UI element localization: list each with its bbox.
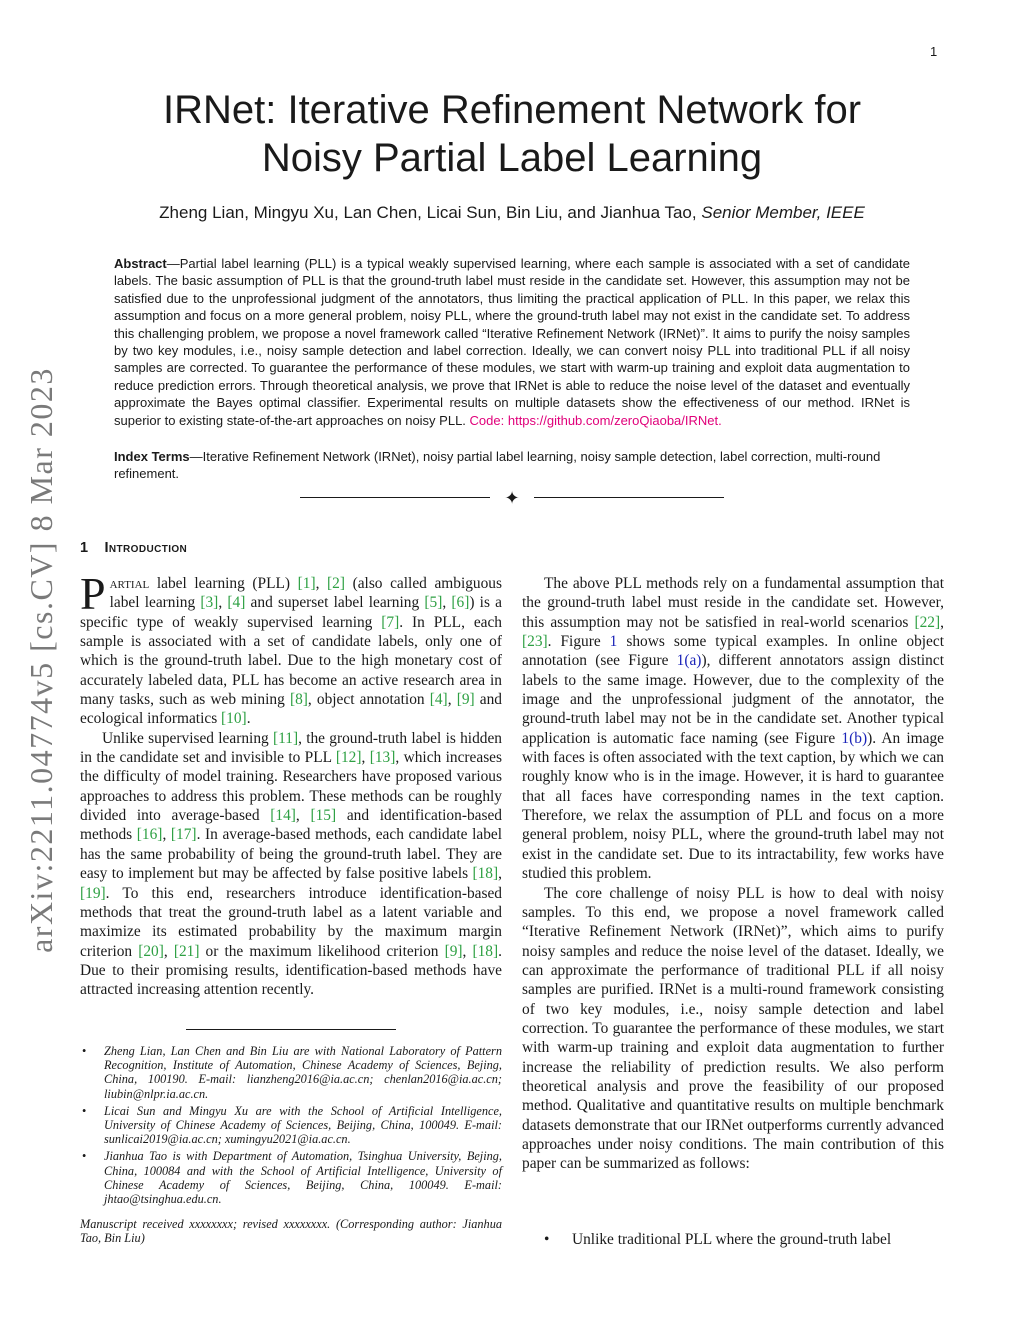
footnote-text: Jianhua Tao is with Department of Automation, Tsinghua University, Bejing, China, 100084 and with the School of Artificial Intelligence, University of Chinese Academy of Sciences, Beijing, China, 100049. E-mail: jhtao@tsinghua.edu.cn. <box>104 1149 502 1207</box>
footnote-rule <box>186 1029 396 1030</box>
figure-link[interactable]: 1(b) <box>841 729 868 747</box>
citation-link[interactable]: [22] <box>914 613 941 631</box>
citation-link[interactable]: [4] <box>429 691 448 709</box>
footnote-item <box>80 1104 502 1147</box>
text-run: The above PLL methods rely on a fundamental assumption that the ground-truth label must reside in the candidate set. However, this assumption may not be satisfied in real-world scenarios <box>522 575 944 631</box>
citation-link[interactable]: [21] <box>173 942 200 960</box>
citation-link[interactable]: [8] <box>289 691 308 709</box>
text-run: and ecological informatics <box>80 691 502 728</box>
index-terms-text: —Iterative Refinement Network (IRNet), noisy partial label learning, noisy sample detection, label correction, multi-round refinement. <box>114 449 881 482</box>
manuscript-note: Manuscript received xxxxxxxx; revised xxxxxxxx. (Corresponding author: Jianhua Tao, Bin Liu) <box>80 1217 502 1246</box>
divider-star-icon: ✦ <box>504 488 520 508</box>
figure-link[interactable]: 1(a) <box>676 652 702 670</box>
right-paragraph-1 <box>522 574 944 884</box>
right-paragraph-2: The core challenge of noisy PLL is how to deal with noisy samples. To this end, we propose a novel framework called “Iterative Refinement Network (IRNet)”, which aims to purify noisy samples and reduce the noise level of the dataset. Ideally, we can approximate the performance of traditional PLL if all noisy samples are purified. IRNet is a multi-round framework consisting of two key modules, i.e., noisy sample detection and label correction. To guarantee the performance of these modules, we start with warm-up training and exploit data augmentation to further increase the reliability of prediction results. We also perform theoretical analysis and prove the feasibility of our proposed method. Qualitative and quantitative results on multiple benchmark datasets demonstrate that our IRNet outperforms currently advanced approaches under noisy conditions. The main contribution of this paper can be summarized as follows: <box>522 884 944 1173</box>
text-run: , object annotation <box>307 691 430 709</box>
bullet-icon: • <box>82 1149 87 1164</box>
text-run: , the ground-truth label is hidden in the candidate set and invisible to PLL <box>80 729 503 767</box>
text-run: , <box>447 691 457 709</box>
left-column <box>80 568 503 1000</box>
citation-link[interactable]: [18] <box>472 942 499 960</box>
citation-link[interactable]: [19] <box>80 884 106 902</box>
text-run: , <box>162 826 171 844</box>
text-run: . In average-based methods, each candidate label has the same probability of being the ground-truth label. They are easy to implement but may be affected by false positive labels <box>80 826 502 883</box>
text-run: , <box>462 942 473 960</box>
footnote-text: Licai Sun and Mingyu Xu are with the School of Artificial Intelligence, University of Chinese Academy of Sciences, Beijing, China, 100049. E-mail: sunlicai2019@ia.ac.cn; xumingyu2021@ia.ac.cn. <box>104 1103 502 1147</box>
citation-link[interactable]: [16] <box>136 826 163 844</box>
text-run: , <box>315 575 328 592</box>
citation-link[interactable]: [17] <box>170 826 197 844</box>
abstract <box>114 255 910 429</box>
text-run: Unlike supervised learning <box>102 729 273 747</box>
citation-link[interactable]: [20] <box>138 942 164 960</box>
abstract-text: —Partial label learning (PLL) is a typical weakly supervised learning, where each sample is associated with a set of candidate labels. The basic assumption of PLL is that the ground-truth label must reside in the candidate set. However, this assumption may not be satisfied due to the unprofessional judgment of the annotators, thus limiting the practical application of PLL. In this paper, we relax this assumption and focus on a more general problem, noisy PLL, where the ground-truth label may not exist in the candidate set. To address this challenging problem, we propose a novel framework called “Iterative Refinement Network (IRNet)”. It aims to purify the noisy samples by two key modules, i.e., noisy sample detection and label correction. Ideally, we can convert noisy PLL into traditional PLL if all noisy samples are corrected. To guarantee the performance of these modules, we start with warm-up training and exploit data augmentation to reduce prediction errors. Through theoretical analysis, we prove that IRNet is able to reduce the noise level of the dataset and eventually approximate the Bayes optimal classifier. Experimental results on multiple datasets show the effectiveness of our method. IRNet is superior to existing state-of-the-art approaches on noisy PLL. <box>114 256 910 428</box>
right-column <box>522 574 944 1174</box>
citation-link[interactable]: [10] <box>221 710 247 728</box>
text-run: , <box>295 807 311 825</box>
citation-link[interactable]: [11] <box>273 729 299 747</box>
text-run: , <box>218 594 228 612</box>
text-run: shows some typical examples. In online object annotation (see Figure <box>522 633 944 670</box>
citation-link[interactable]: [18] <box>472 865 499 883</box>
author-list <box>60 203 964 223</box>
text-run: , <box>361 749 370 767</box>
text-run: , <box>498 865 502 883</box>
code-link[interactable]: Code: https://github.com/zeroQiaoba/IRNet. <box>469 412 722 428</box>
citation-link[interactable]: [2] <box>327 575 345 592</box>
footnote-text: Zheng Lian, Lan Chen and Bin Liu are with National Laboratory of Pattern Recognition, Institute of Automation, Chinese Academy of Sciences, Bejing, China, 100190. E-mail: lianzheng2016@ia.ac.cn; chenlan2016@ia.ac.cn; liubin@nlpr.ia.ac.cn. <box>104 1044 502 1101</box>
index-terms <box>114 448 910 483</box>
text-run: , which increases the difficulty of model training. Researchers have proposed various approaches to address this problem. These methods can be roughly divided into average-based <box>80 749 503 825</box>
citation-link[interactable]: [5] <box>424 594 443 612</box>
text-run: label learning (PLL) <box>149 575 298 592</box>
text-run: and identification-based methods <box>80 807 502 844</box>
divider-line-left <box>300 497 490 498</box>
bullet-icon: • <box>82 1103 87 1118</box>
citation-link[interactable]: [7] <box>381 613 400 631</box>
text-run: , <box>940 613 944 631</box>
contribution-text: Unlike traditional PLL where the ground-truth label <box>572 1231 892 1248</box>
text-run: or the maximum likelihood criterion <box>199 942 445 960</box>
section-number: 1 <box>80 540 89 556</box>
citation-link[interactable]: [14] <box>270 807 296 825</box>
citation-link[interactable]: [13] <box>369 749 396 767</box>
text-run: ). An image with faces is often associated with the text caption, by which we can roughly know who is in the image. However, it is hard to guarantee that all faces have corresponding names in the text caption. Therefore, we relax the assumption of PLL and focus on a more general problem, noisy PLL, where the ground-truth label may not exist in the candidate set. Due to its intractability, few works have studied this problem. <box>522 729 944 883</box>
footnotes <box>80 1044 502 1209</box>
page-number: 1 <box>930 44 938 59</box>
author-membership: Senior Member, IEEE <box>701 203 865 222</box>
citation-link[interactable]: [1] <box>297 575 316 592</box>
bullet-icon: • <box>544 1231 550 1248</box>
text-run: . To this end, researchers introduce identification-based methods that treat the ground-truth label as a latent variable and maximize its estimated probability by the maximum margin criterion <box>80 884 502 960</box>
citation-link[interactable]: [9] <box>444 942 463 960</box>
text-run: . Due to their promising results, identification-based methods have attracted increasing attention recently. <box>80 942 502 999</box>
citation-link[interactable]: [3] <box>200 594 219 612</box>
footnote-item <box>80 1149 502 1206</box>
drop-cap: P <box>80 568 106 619</box>
paper-title <box>100 86 924 182</box>
citation-link[interactable]: [4] <box>227 594 246 612</box>
text-run: , <box>442 594 452 612</box>
divider-line-right <box>534 497 724 498</box>
footnote-item <box>80 1044 502 1101</box>
abstract-label: Abstract <box>114 256 167 271</box>
text-run: and superset label learning <box>245 594 425 612</box>
bullet-icon: • <box>82 1044 87 1058</box>
text-run: ), different annotators assign distinct labels to the same image. However, due to the complexity of the image and the unprofessional judgment of the annotator, the ground-truth label may not be in the candidate set. Another typical application is automatic face naming (see Figure <box>522 652 944 747</box>
citation-link[interactable]: [9] <box>456 691 475 709</box>
citation-link[interactable]: [15] <box>310 807 337 825</box>
title-line-1: IRNet: Iterative Refinement Network for <box>162 88 862 132</box>
arxiv-stamp: arXiv:2211.04774v5 [cs.CV] 8 Mar 2023 <box>23 367 59 953</box>
section-divider <box>300 487 724 509</box>
index-terms-label: Index Terms <box>114 449 190 464</box>
intro-paragraph-1 <box>80 568 503 729</box>
text-run: (also called ambiguous label learning <box>109 575 502 612</box>
section-title: Introduction <box>104 540 188 556</box>
section-heading <box>80 540 187 556</box>
figure-link[interactable]: 1 <box>609 633 618 651</box>
text-run: artial <box>109 575 150 592</box>
text-run: ) is a specific type of weakly supervised learning <box>80 594 502 631</box>
text-run: , <box>163 942 174 960</box>
text-run: . In PLL, each sample is associated with a set of candidate labels, only one of which is the ground-truth label. Due to the high monetary cost of accurately labeled data, PLL has become an active research area in many tasks, such as web mining <box>80 613 503 709</box>
text-run: . Figure <box>547 633 610 651</box>
citation-link[interactable]: [6] <box>451 594 470 612</box>
citation-link[interactable]: [12] <box>335 749 362 767</box>
title-line-2: Noisy Partial Label Learning <box>261 136 763 180</box>
intro-paragraph-2 <box>80 729 502 1000</box>
citation-link[interactable]: [23] <box>522 633 548 651</box>
author-names: Zheng Lian, Mingyu Xu, Lan Chen, Licai Sun, Bin Liu, and Jianhua Tao, <box>159 203 697 222</box>
text-run: . <box>246 710 251 728</box>
